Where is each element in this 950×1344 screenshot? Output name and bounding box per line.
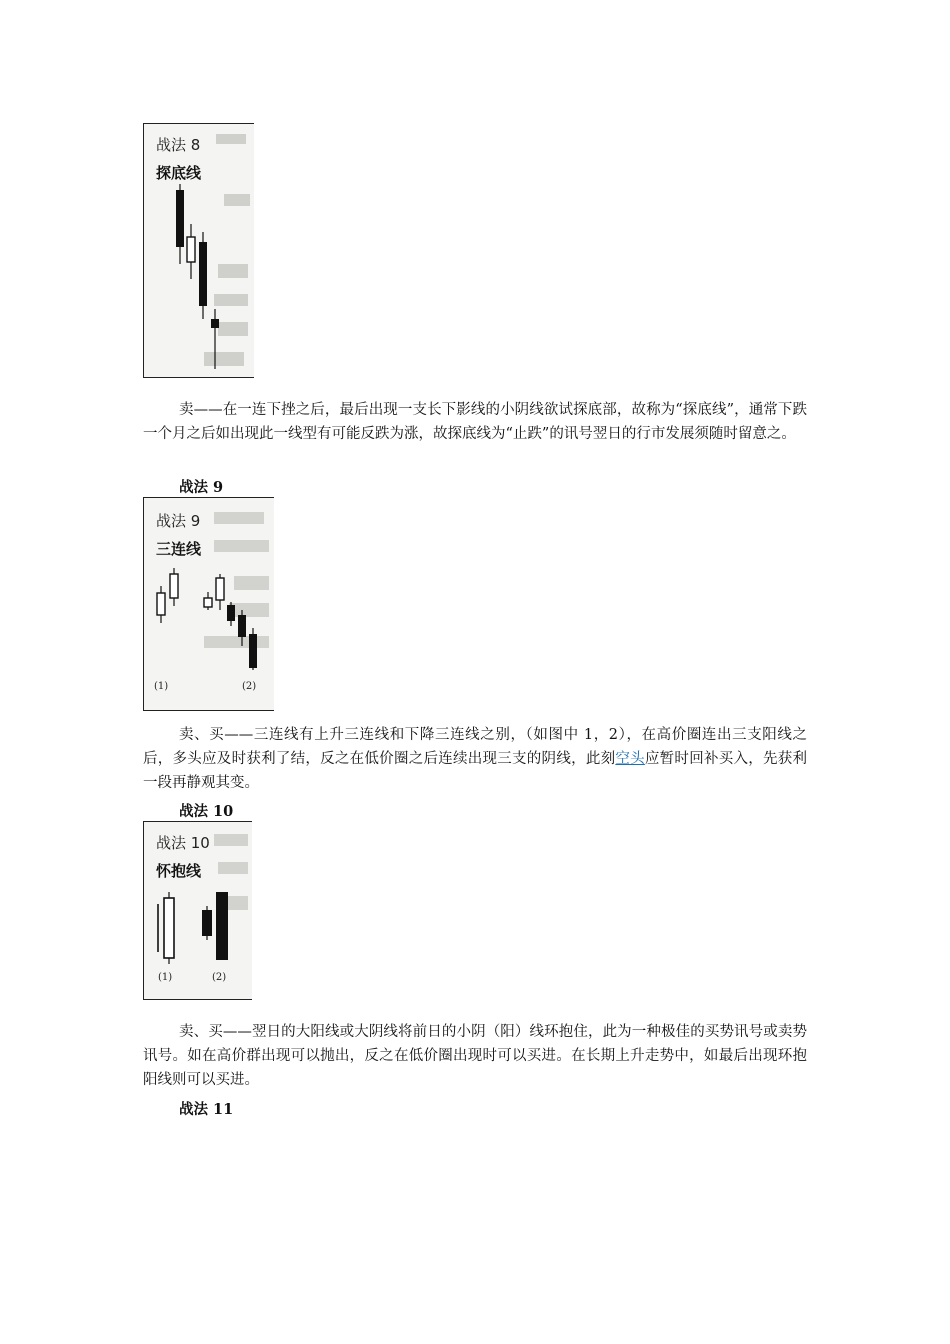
heading-tactic-10: 战法 10 xyxy=(179,803,234,820)
short-seller-link[interactable]: 空头 xyxy=(615,751,645,767)
figure-name: 探底线 xyxy=(156,164,202,182)
figure-label-2: (2) xyxy=(242,681,257,692)
figure-title: 战法 8 xyxy=(156,136,201,154)
paragraph-tactic-10: 卖、买——翌日的大阳线或大阴线将前日的小阴（阳）线环抱住，此为一种极佳的买势讯号或卖势讯号。如在高价群出现可以抛出，反之在低价圈出现时可以买进。在长期上升走势中，如最后出现环抱阳线则可以买进。 xyxy=(143,1024,807,1088)
figure-tactic-9 xyxy=(143,497,274,711)
figure-name: 怀抱线 xyxy=(156,862,202,880)
paragraph-tactic-9 xyxy=(143,723,807,795)
figure-title: 战法 10 xyxy=(156,834,210,852)
paragraph-tactic-8: 卖——在一连下挫之后，最后出现一支长下影线的小阴线欲试探底部，故称为“探底线”，通常下跌一个月之后如出现此一线型有可能反跌为涨，故探底线为“止跌”的讯号翌日的行市发展须随时留意之。 xyxy=(143,402,807,442)
heading-tactic-11: 战法 11 xyxy=(179,1101,234,1118)
figure-name: 三连线 xyxy=(156,540,202,558)
paragraph-text-after: 应暂时回补买入，先获利一段再静观其变。 xyxy=(143,751,808,791)
figure-title: 战法 9 xyxy=(156,512,201,530)
figure-label-1: (1) xyxy=(158,972,173,983)
figure-label-1: (1) xyxy=(154,681,169,692)
heading-tactic-9: 战法 9 xyxy=(179,479,224,496)
figure-tactic-10 xyxy=(143,821,252,1000)
figure-tactic-8 xyxy=(143,123,254,378)
figure-label-2: (2) xyxy=(212,972,227,983)
paragraph-text-before: 卖、买——三连线有上升三连线和下降三连线之别，（如图中 1，2），在高价圈连出三支阳线之后，多头应及时获利了结，反之在低价圈之后连续出现三支的阴线，此刻 xyxy=(143,727,807,767)
